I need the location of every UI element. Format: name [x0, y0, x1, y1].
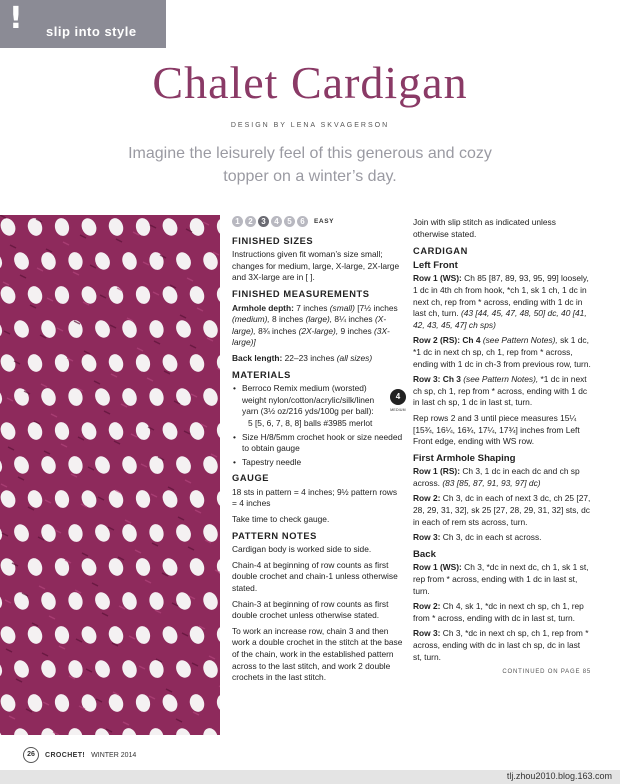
left-front-row-3: Row 3: Ch 3 (see Pattern Notes), *1 dc in next ch sp, ch 1, rep from * across, ending with 1 dc in last ch sp, 1 dc in last st, turn.: [413, 374, 588, 408]
skill-level-1: 1: [232, 216, 243, 227]
pattern-note-4: To work an increase row, chain 3 and then work a double crochet in the stitch at the base of the chain, work in the established pattern across to the last stitch, and work 2 double crochets in the last stitch.: [232, 625, 403, 683]
article-deck: Imagine the leisurely feel of this generous and cozy topper on a winter’s day.: [128, 145, 492, 185]
issue-date: WINTER 2014: [91, 751, 137, 759]
left-column: [232, 216, 404, 688]
materials-item-yarn: • Berroco Remix medium (worsted) weight nylon/cotton/acrylic/silk/linen yarn (3½ oz/216 yds/100g per ball): 5 [5, 6, 7, 8, 8] balls #3985 merlot: [232, 383, 404, 429]
cardigan-photo: [0, 215, 220, 735]
continued-note: CONTINUED ON PAGE 85: [502, 669, 591, 676]
back-row-3: Row 3: Ch 3, *dc in next ch sp, ch 1, rep from * across, ending with dc in last ch sp, dc in last st, turn.: [413, 628, 589, 662]
page-number: 26: [23, 747, 39, 763]
materials-item-needle: • Tapestry needle: [232, 457, 404, 469]
back-length: Back length: 22–23 inches (all sizes): [232, 352, 373, 363]
back-row-2: Row 2: Ch 4, sk 1, *dc in next ch sp, ch 1, rep from * across, ending with dc in last st, turn.: [413, 601, 584, 623]
skill-level: [232, 216, 404, 228]
armhole-depth: Armhole depth: 7 inches (small) [7½ inches (medium), 8 inches (large), 8¼ inches (X-large), 8¾ inches (2X-large), 9 inches (3X-large)]: [232, 302, 398, 348]
finished-sizes-text: Instructions given fit woman’s size small; changes for medium, large, X-large, 2X-large and 3X-large are in [ ].: [232, 249, 400, 283]
armhole-row-1: Row 1 (RS): Ch 3, 1 dc in each dc and ch sp across. (83 [85, 87, 91, 93, 97] dc): [413, 466, 580, 488]
armhole-row-3: Row 3: Ch 3, dc in each st across.: [413, 532, 542, 543]
armhole-row-2: Row 2: Ch 3, dc in each of next 3 dc, ch 25 [27, 28, 29, 31, 32], sk 25 [27, 28, 29, 31, 32] sts, dc in each of rem sts across, turn.: [413, 493, 591, 527]
section-tab: [0, 0, 166, 48]
skill-level-3: 3: [258, 216, 269, 227]
gauge-text: 18 sts in pattern = 4 inches; 9½ pattern rows = 4 inches: [232, 486, 398, 509]
crochet-mesh-image: [0, 215, 220, 735]
designer-byline: DESIGN BY LENA SKVAGERSON: [230, 122, 390, 129]
skill-label: EASY: [314, 218, 335, 225]
left-front-row-2: Row 2 (RS): Ch 4 (see Pattern Notes), sk 1 dc, *1 dc in next ch sp, ch 1, rep from * across, ending with 1 dc in ch-3 from previous row, turn.: [413, 335, 591, 369]
pattern-note-3: Chain-3 at beginning of row counts as first double crochet unless otherwise stated.: [232, 598, 389, 621]
gauge-heading: GAUGE: [232, 473, 270, 484]
yarn-weight-icon: 4 MEDIUM: [389, 389, 407, 409]
measurements-heading: FINISHED MEASUREMENTS: [232, 288, 370, 299]
materials-heading: MATERIALS: [232, 369, 291, 380]
article-title: Chalet Cardigan: [152, 57, 468, 108]
skill-level-2: 2: [245, 216, 256, 227]
left-front-row-1: Row 1 (WS): Ch 85 [87, 89, 93, 95, 99] loosely, 1 dc in 4th ch from hook, *ch 1, sk 1 ch, 1 dc in next ch, rep from * across, ending with 1 dc in last ch, turn. (43 [44, 45, 47, 48, 50] dc, 40 [41, 42, 43, 45, 47] ch sps): [413, 273, 589, 330]
repeat-instructions: Rep rows 2 and 3 until piece measures 15¼ [15¾, 16¼, 16¾, 17¼, 17¾] inches from Left Front edge, ending with WS row.: [413, 412, 580, 447]
left-front-heading: Left Front: [413, 259, 458, 271]
exclamation-icon: !: [9, 1, 23, 36]
section-label: slip into style: [46, 24, 137, 39]
magazine-name: CROCHET!: [45, 751, 86, 759]
skill-level-4: 4: [271, 216, 282, 227]
first-armhole-heading: First Armhole Shaping: [413, 452, 516, 464]
watermark-text: tlj.zhou2010.blog.163.com: [506, 771, 612, 781]
join-note: Join with slip stitch as indicated unless otherwise stated.: [413, 217, 556, 239]
cardigan-heading: CARDIGAN: [413, 246, 468, 257]
materials-item-hook: • Size H/8/5mm crochet hook or size needed to obtain gauge: [232, 432, 404, 455]
pattern-note-2: Chain-4 at beginning of row counts as first double crochet and chain-1 unless otherwise stated.: [232, 559, 398, 594]
page-footer: [23, 747, 136, 763]
gauge-note: Take time to check gauge.: [232, 514, 330, 525]
pattern-notes-heading: PATTERN NOTES: [232, 530, 317, 541]
pattern-note-1: Cardigan body is worked side to side.: [232, 544, 372, 555]
finished-sizes-heading: FINISHED SIZES: [232, 235, 314, 246]
skill-level-6: 6: [297, 216, 308, 227]
skill-level-5: 5: [284, 216, 295, 227]
right-column: [413, 217, 591, 679]
materials-list: [232, 383, 404, 468]
watermark-bar: [0, 770, 620, 784]
back-heading: Back: [413, 548, 436, 560]
back-row-1: Row 1 (WS): Ch 3, *dc in next dc, ch 1, sk 1 st, rep from * across, ending with 1 dc in last st, turn.: [413, 562, 589, 596]
